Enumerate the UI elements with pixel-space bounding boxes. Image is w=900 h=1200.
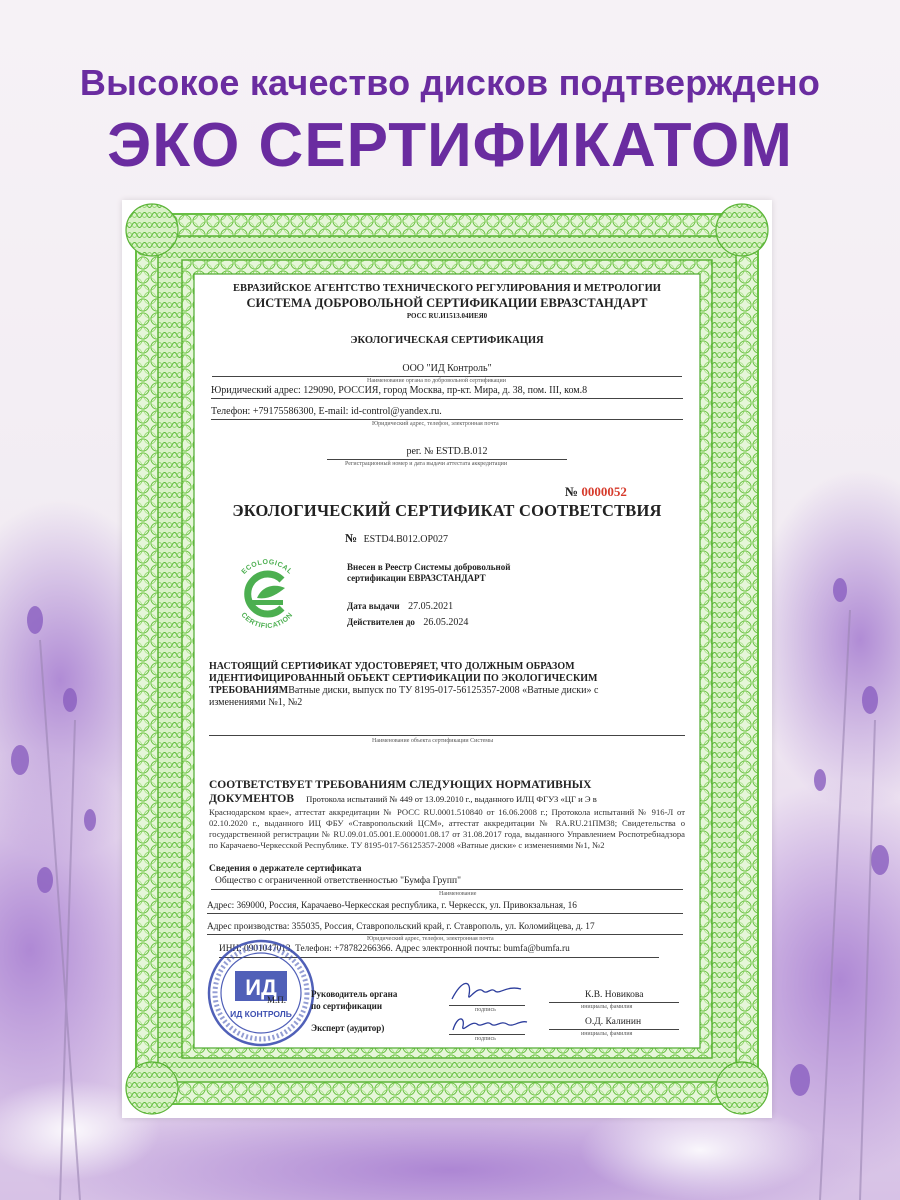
head-label-1: Руководитель органа — [311, 989, 398, 999]
round-seal-stamp-icon — [205, 937, 317, 1049]
contacts-caption: Юридический адрес, телефон, электронная почта — [372, 421, 499, 427]
name-caption-2: инициалы, фамилия — [581, 1031, 633, 1037]
eco-heading: ЭКОЛОГИЧЕСКАЯ СЕРТИФИКАЦИЯ — [350, 335, 544, 346]
number-label: № — [345, 531, 358, 545]
headline-quality: Высокое качество дисков подтверждено — [79, 62, 821, 103]
legal-address: Юридический адрес: 129090, РОССИЯ, город Москва, пр-кт. Мира, д. 38, пом. III, ком.8 — [211, 385, 588, 396]
head-label-2: по сертификации — [311, 1001, 383, 1011]
mp-label: М.П. — [267, 995, 287, 1005]
certification-system: СИСТЕМА ДОБРОВОЛЬНОЙ СЕРТИФИКАЦИИ ЕВРАЗСТАНДАРТ — [246, 296, 648, 310]
issue-label: Дата выдачи — [347, 601, 400, 611]
conform-text-first: Протокола испытаний № 449 от 13.09.2010 г., выданного ИЛЦ ФГУЗ «ЦГ и Э в — [306, 794, 597, 804]
holder-contacts-caption: Юридический адрес, телефон, электронная почта — [367, 936, 494, 942]
certificate-number — [345, 531, 448, 546]
statement-line-1: НАСТОЯЩИЙ СЕРТИФИКАТ УДОСТОВЕРЯЕТ, ЧТО ДОЛЖНЫМ ОБРАЗОМ — [209, 661, 575, 672]
valid-label: Действителен до — [347, 617, 415, 627]
eco-logo-bottom-text: CERTIFICATION — [239, 611, 295, 631]
registration-number: рег. № ESTD.B.012 — [406, 446, 488, 457]
inn-phone-email: ИНН: 0901047013, Телефон: +78782266366. Адрес электронной почты: bumfa@bumfa.ru — [219, 944, 570, 954]
registration-caption: Регистрационный номер и дата выдачи аттестата аккредитации — [345, 461, 508, 467]
certificate-body — [197, 277, 697, 1045]
registry-line-2: сертификации ЕВРАЗСТАНДАРТ — [347, 573, 486, 583]
rosst-code: РОСС RU.И1513.04ИЕЯ0 — [406, 312, 488, 320]
signature-caption-2: подпись — [475, 1036, 496, 1042]
head-name: К.В. Новикова — [585, 990, 644, 1000]
eco-certification-logo-icon — [227, 554, 307, 634]
stamp-bottom-text: ИД КОНТРОЛЬ — [230, 1009, 292, 1019]
number-value: ESTD4.B012.OP027 — [363, 534, 449, 545]
phone-email: Телефон: +79175586300, E-mail: id-control@yandex.ru. — [211, 406, 442, 417]
statement-line-3-bold: ТРЕБОВАНИЯМ — [209, 685, 289, 696]
conform-line-1: СООТВЕТСТВУЕТ ТРЕБОВАНИЯМ СЛЕДУЮЩИХ НОРМАТИВНЫХ — [209, 779, 592, 791]
valid-date-row — [347, 617, 468, 628]
object-caption: Наименование объекта сертификации Системы — [372, 738, 494, 744]
holder-name: Общество с ограниченной ответственностью "Бумфа Групп" — [215, 876, 461, 886]
agency-name: ЕВРАЗИЙСКОЕ АГЕНТСТВО ТЕХНИЧЕСКОГО РЕГУЛИРОВАНИЯ И МЕТРОЛОГИИ — [233, 283, 661, 294]
conform-line-2: ДОКУМЕНТОВ — [209, 793, 295, 805]
holder-heading: Сведения о держателе сертификата — [209, 864, 362, 874]
issue-date: 27.05.2021 — [408, 601, 454, 612]
expert-label: Эксперт (аудитор) — [311, 1023, 385, 1033]
signature-caption-1: подпись — [475, 1007, 496, 1013]
serial-number — [565, 484, 627, 500]
issue-date-row — [347, 601, 453, 612]
serial-value: 0000052 — [581, 484, 627, 499]
statement-line-3-rest: Ватные диски, выпуск по ТУ 8195-017-56125357-2008 «Ватные диски» с — [288, 685, 599, 696]
statement-line-3 — [209, 685, 598, 696]
expert-name: О.Д. Калинин — [585, 1017, 642, 1027]
holder-caption: Наименование — [439, 891, 477, 897]
conform-line-2-row — [209, 793, 597, 805]
stamp-center-text: ИД — [245, 975, 277, 1000]
handwritten-signature-icon — [447, 977, 527, 1007]
organ-name: ООО "ИД Контроль" — [402, 363, 492, 374]
certificate-title: ЭКОЛОГИЧЕСКИЙ СЕРТИФИКАТ СООТВЕТСТВИЯ — [232, 501, 662, 520]
certificate-document — [122, 200, 772, 1118]
statement-line-2: ИДЕНТИФИЦИРОВАННЫЙ ОБЪЕКТ СЕРТИФИКАЦИИ ПО ЭКОЛОГИЧЕСКИМ — [209, 673, 598, 684]
statement-line-4: изменениями №1, №2 — [209, 697, 303, 708]
headline-eco-certificate: ЭКО СЕРТИФИКАТОМ — [107, 111, 793, 180]
registry-line-1: Внесен в Реестр Системы добровольной — [347, 562, 511, 572]
valid-date: 26.05.2024 — [423, 617, 469, 628]
production-address: Адрес производства: 355035, Россия, Ставропольский край, г. Ставрополь, ул. Коломийцева, д. 17 — [207, 922, 595, 932]
eco-logo-top-text: ECOLOGICAL — [240, 558, 294, 576]
conform-text: Краснодарском крае», аттестат аккредитации № РОСС RU.0001.510840 от 16.06.2008 г.; Протокола испытаний № 916-Л от 02.10.2020 г., выданного ИЦ ФБУ «Ставропольский ЦСМ», аттестат аккредитации № RA.RU.21ПМ38; Свидетельства о государственной регистрации № RU.09.01.05.001.Е.000001.08.17 от 31.08.2017 года, выданного Управлением Роспотребнадзора по Карачаево-Черкесской Республике. ТУ 8195-017-56125357-2008 «Ватные диски» с изменениями №1, №2 — [209, 807, 685, 850]
holder-address: Адрес: 369000, Россия, Карачаево-Черкесская республика, г. Черкесск, ул. Привокзальная, 16 — [207, 901, 577, 911]
name-caption-1: инициалы, фамилия — [581, 1004, 633, 1010]
organ-caption: Наименование органа по добровольной сертификации — [367, 378, 506, 384]
serial-label: № — [565, 484, 579, 499]
